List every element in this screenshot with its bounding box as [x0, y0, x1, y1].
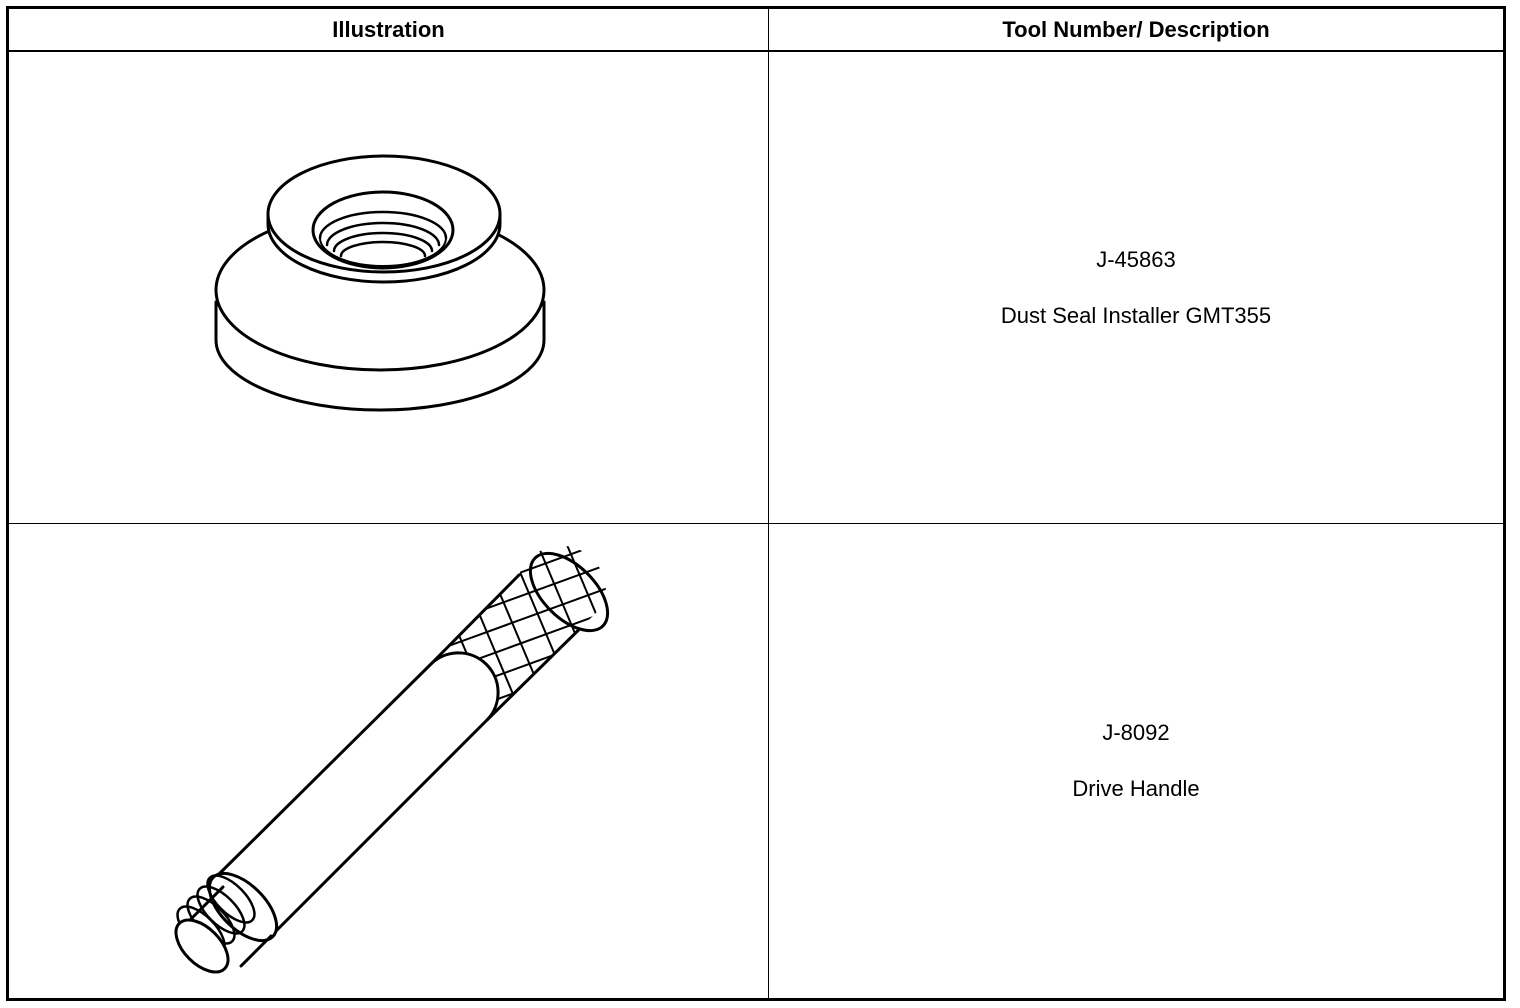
table-row [9, 52, 1503, 524]
header-illustration: Illustration [9, 9, 769, 50]
description-cell [769, 524, 1503, 998]
table-header-row [9, 9, 1503, 52]
dust-seal-installer-icon [9, 52, 768, 523]
drive-handle-icon [9, 524, 768, 1001]
tool-description: Drive Handle [1072, 776, 1200, 801]
illustration-cell [9, 524, 769, 998]
tool-description: Dust Seal Installer GMT355 [1000, 302, 1272, 328]
table-row [9, 524, 1503, 998]
description-cell [769, 52, 1503, 523]
tool-number: J-8092 [1102, 720, 1170, 745]
tool-number: J-45863 [1096, 246, 1176, 272]
illustration-cell [9, 52, 769, 523]
header-tool-description: Tool Number/ Description [1002, 16, 1270, 42]
tool-table [6, 6, 1506, 1001]
